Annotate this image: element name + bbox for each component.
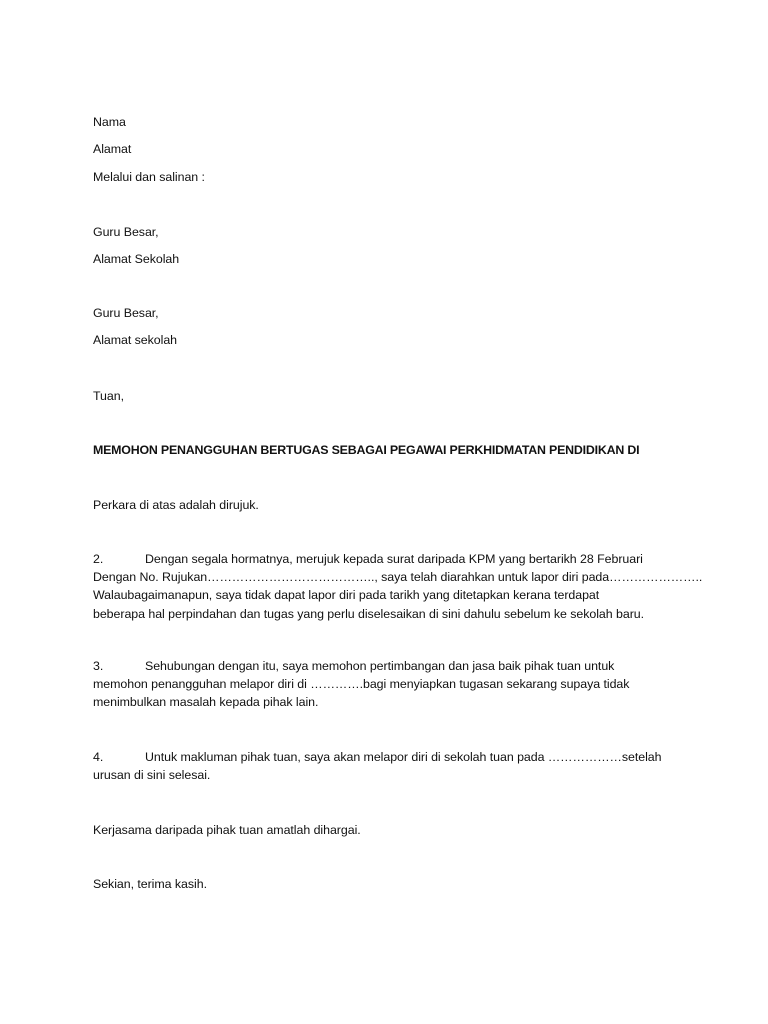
paragraph-3-number: 3.: [93, 659, 104, 673]
recipient-2-title: Guru Besar,: [93, 306, 159, 320]
paragraph-3-line-3: menimbulkan masalah kepada pihak lain.: [93, 695, 319, 710]
paragraph-4-number: 4.: [93, 750, 104, 764]
paragraph-3-line-2: memohon penangguhan melapor diri di ………….bagi menyiapkan tugasan sekarang supaya tidak: [93, 677, 630, 692]
paragraph-2-line-4: beberapa hal perpindahan dan tugas yang perlu diselesaikan di sini dahulu sebelum ke sekolah baru.: [93, 606, 645, 621]
paragraph-3: [93, 657, 629, 712]
paragraph-2-number: 2.: [93, 552, 104, 566]
closing-appreciation: Kerjasama daripada pihak tuan amatlah dihargai.: [93, 823, 361, 837]
sender-name: Nama: [93, 115, 126, 129]
via-copy-label: Melalui dan salinan :: [93, 170, 205, 184]
salutation: Tuan,: [93, 389, 124, 403]
letter-subject: MEMOHON PENANGGUHAN BERTUGAS SEBAGAI PEGAWAI PERKHIDMATAN PENDIDIKAN DI: [93, 443, 640, 457]
paragraph-2-line-1: 2. Dengan segala hormatnya, merujuk kepada surat daripada KPM yang bertarikh 28 Februari: [93, 550, 702, 568]
recipient-2-address: Alamat sekolah: [93, 333, 178, 347]
paragraph-2: [93, 550, 702, 623]
closing-thanks: Sekian, terima kasih.: [93, 877, 207, 891]
paragraph-2-line-2: Dengan No. Rujukan………………………………….., saya telah diarahkan untuk lapor diri pada…………………..: [93, 570, 703, 585]
paragraph-4: [93, 748, 661, 784]
recipient-1-address: Alamat Sekolah: [93, 252, 180, 266]
paragraph-3-line-1: 3. Sehubungan dengan itu, saya memohon pertimbangan dan jasa baik pihak tuan untuk: [93, 657, 629, 675]
sender-address: Alamat: [93, 142, 132, 156]
paragraph-2-line-3: Walaubagaimanapun, saya tidak dapat lapor diri pada tarikh yang ditetapkan kerana terdapat: [93, 588, 600, 603]
intro-line: Perkara di atas adalah dirujuk.: [93, 498, 259, 512]
recipient-1-title: Guru Besar,: [93, 225, 159, 239]
paragraph-4-line-1: 4. Untuk makluman pihak tuan, saya akan melapor diri di sekolah tuan pada ………………setelah: [93, 748, 661, 766]
paragraph-4-line-2: urusan di sini selesai.: [93, 768, 211, 783]
